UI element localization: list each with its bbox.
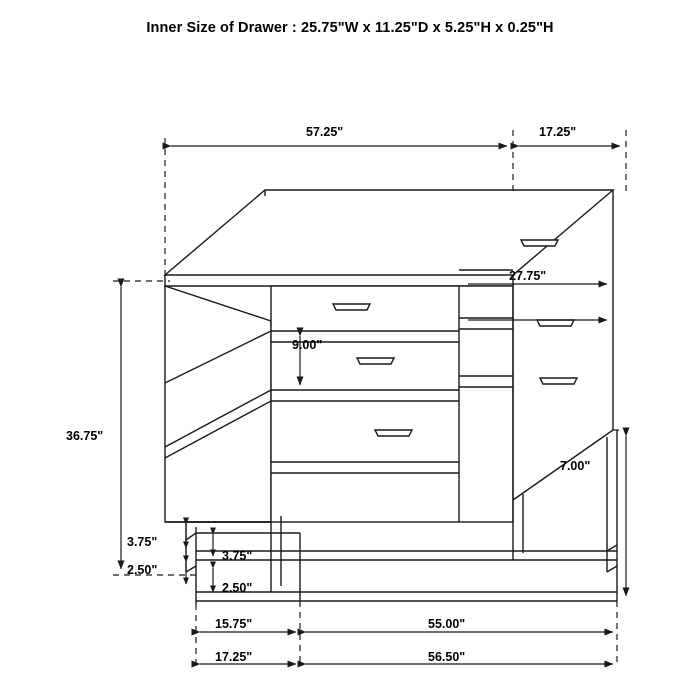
dim-top-width-main: 57.25" — [306, 125, 344, 139]
dim-total-height: 36.75" — [66, 429, 104, 443]
dim-leg-height-upper: 3.75" — [127, 535, 158, 549]
dim-right-leg-height: 7.00" — [560, 459, 591, 473]
dim-footprint-width: 56.50" — [428, 650, 466, 664]
dim-footprint-depth: 17.25" — [215, 650, 253, 664]
dim-drawer-width: 27.75" — [509, 269, 547, 283]
dim-bottom-width-right: 55.00" — [428, 617, 466, 631]
dim-drawer-height: 9.00" — [292, 338, 323, 352]
dim-top-width-side: 17.25" — [539, 125, 577, 139]
dim-leg-height-lower: 2.50" — [127, 563, 158, 577]
page-title: Inner Size of Drawer : 25.75"W x 11.25"D x 5.25"H x 0.25"H — [146, 20, 554, 36]
dim-base-rail-lower: 2.50" — [222, 581, 253, 595]
dim-bottom-depth-left: 15.75" — [215, 617, 253, 631]
dim-base-rail-upper: 3.75" — [222, 549, 253, 563]
dresser-body — [165, 190, 617, 604]
